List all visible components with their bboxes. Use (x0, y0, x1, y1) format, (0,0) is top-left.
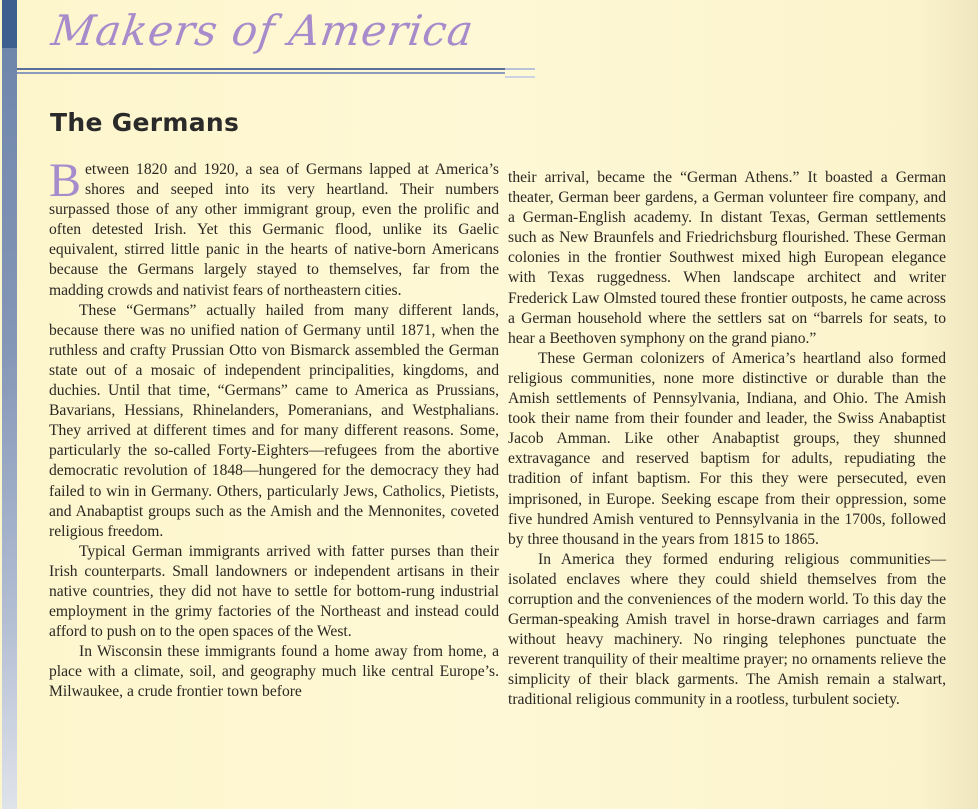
drop-cap: B (49, 154, 82, 207)
article-title: The Germans (50, 108, 240, 137)
header-rule-divider (17, 68, 505, 74)
side-bar-accent-top (2, 0, 17, 48)
paragraph-5: These German colonizers of America’s heartland also formed religious communities, none more distinctive or durable than the Amish settlements of Pennsylvania, Indiana, and Ohio. The Amish took their name from their founder and leader, the Swiss Anabaptist Jacob Amman. Like other Anabaptist groups, they shunned extravagance and reserved baptism for adults, repudiating the tradition of infant baptism. For this they were persecuted, even imprisoned, in Europe. Seeking escape from their oppression, some five hundred Amish ventured to Pennsylvania in the 1700s, followed by three thousand in the years from 1815 to 1865. (508, 349, 946, 548)
side-bar-accent (2, 48, 17, 809)
paragraph-1-text: etween 1820 and 1920, a sea of Germans lapped at America’s shores and seeped into its very heartland. Their numbers surpassed those of any other immigrant group, even the prolific and often detested Irish. Yet this Germanic flood, unlike its Gaelic equivalent, stirred little panic in the hearts of native-born Americans because the Germans largely stayed to themselves, far from the madding crowds and nativist fears of northeastern cities. (49, 161, 499, 299)
paragraph-2: These “Germans” actually hailed from many different lands, because there was no unified nation of Germany until 1871, when the ruthless and crafty Prussian Otto von Bismarck assembled the German state out of a mosaic of independent principalities, kingdoms, and duchies. Until that time, “Germans” came to America as Prussians, Bavarians, Hessians, Rhinelanders, Pomeranians, and Westphalians. They arrived at different times and for many different reasons. Some, particularly the so-called Forty-Eighters—refugees from the abortive democratic revolution of 1848—hungered for the democracy they had failed to win in Germany. Others, particularly Jews, Catholics, Pietists, and Anabaptist groups such as the Amish and the Mennonites, coveted religious freedom. (49, 301, 499, 540)
paragraph-6: In America they formed enduring religious communities—isolated enclaves where they could shield themselves from the corruption and the conveniences of the modern world. To this day the German-speaking Amish travel in horse-drawn carriages and farm without heavy machinery. No ringing telephones punctuate the reverent tranquility of their mealtime prayer; no ornaments relieve the simplicity of their black garments. The Amish remain a stalwart, traditional religious community in a rootless, turbulent society. (508, 550, 946, 709)
paragraph-4: In Wisconsin these immigrants found a home away from home, a place with a climate, soil, and geography much like central Europe’s. Milwaukee, a crude frontier town before (49, 643, 499, 701)
paragraph-1 (49, 154, 499, 301)
paragraph-4-continued: their arrival, became the “German Athens.” It boasted a German theater, German beer gardens, a German volunteer fire company, and a German-English academy. In distant Texas, German settlements such as New Braunfels and Friedrichsburg flourished. These German colonies in the frontier Southwest mixed high European elegance with Texas ruggedness. When landscape architect and writer Frederick Law Olmsted toured these frontier outposts, he came across a German household where the settlers sat on “barrels for seats, to hear a Beethoven symphony on the grand piano.” (508, 169, 946, 347)
right-column (508, 168, 946, 711)
paragraph-3: Typical German immigrants arrived with fatter purses than their Irish counterparts. Small landowners or independent artisans in their native countries, they did not have to settle for bottom-rung industrial employment in the grimy factories of the Northeast and instead could afford to push on to the open spaces of the West. (49, 542, 499, 641)
series-title: Makers of America (48, 6, 478, 55)
left-column (49, 154, 499, 703)
